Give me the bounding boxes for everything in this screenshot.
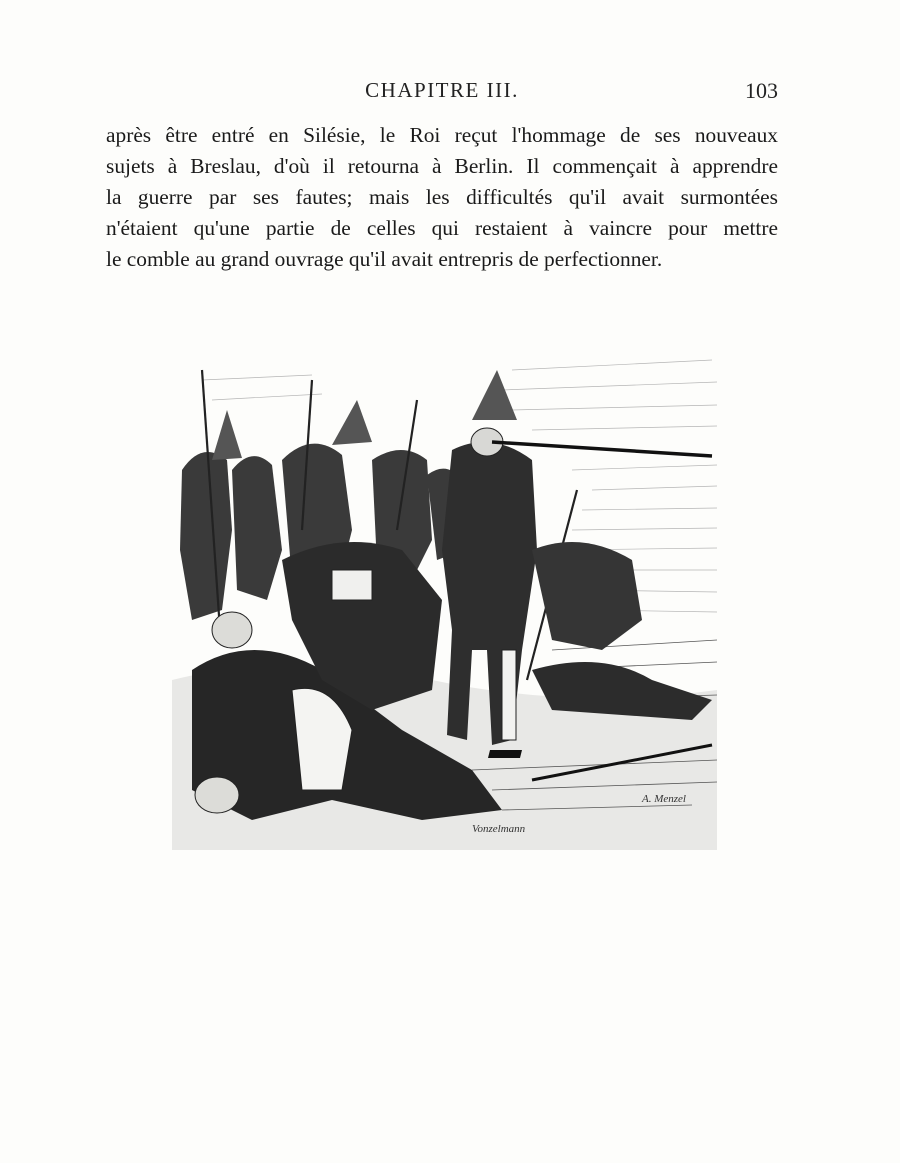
running-head [106, 78, 778, 112]
engraving-illustration [172, 350, 717, 850]
engraver-signature: Vonzelmann [472, 823, 526, 835]
chapter-title: CHAPITRE III. [365, 78, 519, 102]
crouching-soldier [532, 542, 642, 650]
musket [492, 442, 712, 456]
text-line: la guerre par ses fautes; mais les difficultés qu'il avait surmontées [106, 185, 778, 209]
body-paragraph [106, 120, 778, 275]
text-line: sujets à Breslau, d'où il retourna à Berlin. Il commençait à apprendre [106, 154, 778, 178]
text-line: n'étaient qu'une partie de celles qui restaient à vaincre pour mettre [106, 216, 778, 240]
text-line: après être entré en Silésie, le Roi reçut l'hommage de ses nouveaux [106, 123, 778, 147]
battle-scene-engraving [172, 350, 717, 850]
artist-signature: A. Menzel [642, 793, 686, 805]
page-number: 103 [745, 78, 778, 103]
text-line: le comble au grand ouvrage qu'il avait entrepris de perfectionner. [106, 247, 663, 271]
